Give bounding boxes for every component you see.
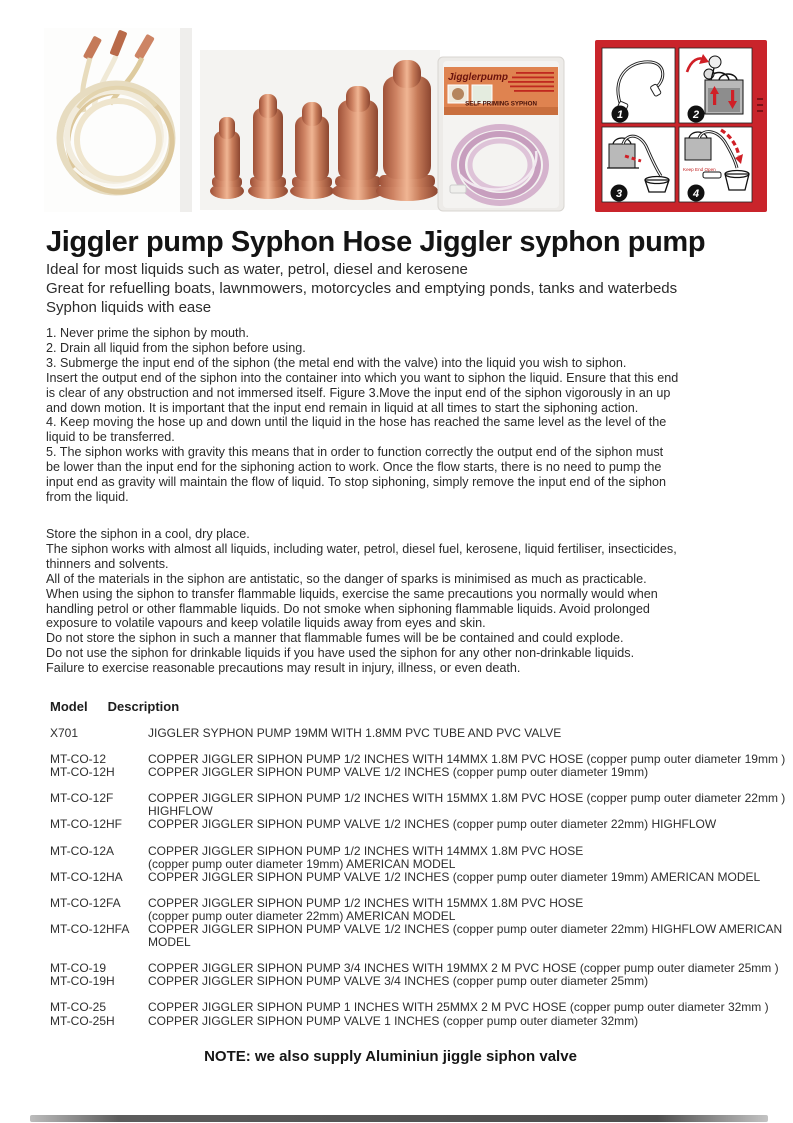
description-cell: COPPER JIGGLER SIPHON PUMP 3/4 INCHES WITH 19MMX 2 M PVC HOSE (copper pump outer diameter 25mm ) [148, 961, 779, 976]
model-cell: MT-CO-12HFA [50, 922, 130, 937]
package-header-card [444, 67, 558, 115]
model-column-header: Model [50, 699, 88, 714]
hose-coil-photo [44, 28, 192, 212]
table-row [50, 922, 783, 950]
model-cell: MT-CO-12 [50, 752, 107, 767]
package-brand-label: Jigglerpump [448, 72, 509, 83]
copper-pumps-illustration [200, 50, 440, 210]
table-row [50, 897, 766, 923]
step-1-number: 1 [616, 109, 624, 121]
diagram-step-4-panel [679, 127, 752, 202]
description-cell: COPPER JIGGLER SIPHON PUMP 1/2 INCHES WITH 15MMX 1.8M PVC HOSE (copper pump outer diameter 22mm ) HIGHFLOW [148, 791, 786, 819]
keep-end-open-caption: Keep End Open [683, 167, 716, 172]
diagram-step-3-panel [602, 127, 675, 202]
table-row [50, 845, 766, 871]
description-cell: COPPER JIGGLER SIPHON PUMP 1/2 INCHES WITH 14MMX 1.8M PVC HOSE (copper pump outer diameter 19mm ) [148, 752, 786, 767]
model-cell: MT-CO-19H [50, 974, 115, 989]
model-cell: MT-CO-12H [50, 765, 115, 780]
description-cell: COPPER JIGGLER SIPHON PUMP VALVE 3/4 INCHES (copper pump outer diameter 25mm) [148, 974, 649, 989]
page-title: Jiggler pump Syphon Hose Jiggler syphon pump [46, 226, 706, 258]
supply-note: NOTE: we also supply Aluminiun jiggle siphon valve [204, 1048, 577, 1065]
description-cell: COPPER JIGGLER SIPHON PUMP 1 INCHES WITH 25MMX 2 M PVC HOSE (copper pump outer diameter 32mm ) [148, 1000, 769, 1015]
table-row [50, 818, 766, 831]
model-cell: MT-CO-12F [50, 791, 114, 806]
table-group [50, 845, 766, 884]
table-row [50, 1015, 766, 1028]
table-row [50, 791, 786, 819]
copper-pumps-photo [200, 50, 440, 210]
model-cell: MT-CO-19 [50, 961, 107, 976]
model-cell: X701 [50, 726, 79, 740]
table-group [50, 1000, 769, 1028]
usage-instructions: 1. Never prime the siphon by mouth. 2. Drain all liquid from the siphon before using. 3. Submerge the input end of the siphon (the metal end with the valve) into the liquid you wish to siphon. Insert the output end of the siphon into the container into which you want to siphon the liquid. Ensure that this end is clear of any obstruction and not immersed itself. Figure 3.Move the input end of the siphon vigorously in an up and down motion. It is important that the input end remain in liquid at all times to start the siphoning action. 4. Keep moving the hose up and down until the liquid in the hose has reached the same level as the level of the liquid to be transferred. 5. The siphon works with gravity this means that in order to function correctly the output end of the siphon must be lower than the input end for the siphoning action to work. Once the flow starts, there is no need to pump the input end as gravity will maintain the flow of liquid. To stop siphoning, simply remove the input end of the siphon from the liquid. [46, 326, 679, 504]
description-cell: COPPER JIGGLER SIPHON PUMP 1/2 INCHES WITH 14MMX 1.8M PVC HOSE (copper pump outer diameter 19mm) AMERICAN MODEL [148, 843, 584, 871]
description-cell: COPPER JIGGLER SIPHON PUMP VALVE 1/2 INCHES (copper pump outer diameter 22mm) HIGHFLOW AMERICAN MODEL [148, 922, 783, 950]
description-cell: JIGGLER SYPHON PUMP 19MM WITH 1.8MM PVC TUBE AND PVC VALVE [148, 726, 562, 740]
step-4-number: 4 [692, 188, 700, 200]
table-group [50, 895, 783, 950]
model-table [50, 726, 786, 1041]
description-cell: COPPER JIGGLER SIPHON PUMP VALVE 1/2 INCHES (copper pump outer diameter 22mm) HIGHFLOW [148, 817, 717, 832]
diagram-step-2-panel [679, 48, 752, 123]
description-cell: COPPER JIGGLER SIPHON PUMP VALVE 1/2 INCHES (copper pump outer diameter 19mm) AMERICAN MODEL [148, 869, 761, 884]
model-cell: MT-CO-12HF [50, 817, 122, 832]
title-block [46, 226, 766, 317]
model-cell: MT-CO-25 [50, 1000, 107, 1015]
diagram-step-1-panel [602, 48, 675, 123]
instruction-diagram [595, 40, 767, 212]
table-row [50, 766, 766, 779]
scan-edge-artifact [30, 1115, 768, 1122]
description-cell: COPPER JIGGLER SIPHON PUMP VALVE 1/2 INCHES (copper pump outer diameter 19mm) [148, 765, 649, 780]
table-group [50, 752, 786, 780]
step-3-number: 3 [615, 188, 623, 200]
package-tagline-label: SELF PRIMING SYPHON [465, 100, 537, 108]
description-cell: COPPER JIGGLER SIPHON PUMP VALVE 1 INCHES (copper pump outer diameter 32mm) [148, 1013, 639, 1028]
instruction-diagram-illustration [595, 40, 767, 212]
model-cell: MT-CO-25H [50, 1013, 115, 1028]
step-2-number: 2 [692, 109, 700, 121]
package-illustration [436, 55, 566, 213]
hose-coil-illustration [44, 28, 192, 212]
model-cell: MT-CO-12FA [50, 895, 121, 910]
table-row [50, 727, 766, 740]
table-group [50, 961, 779, 989]
care-safety-text: Store the siphon in a cool, dry place. The siphon works with almost all liquids, including water, petrol, diesel fuel, kerosene, liquid fertiliser, insecticides, thinners and solvents. All of the materials in the siphon are antistatic, so the danger of sparks is minimised as much as practicable. When using the siphon to transfer flammable liquids, exercise the same precautions you normally would when handling petrol or other flammable liquids. Do not smoke when siphoning flammable liquids. Avoid prolonged exposure to volatile vapours and keep volatile liquids away from eyes and skin. Do not store the siphon in such a manner that flammable fumes will be be contained and could explode. Do not use the siphon for drinkable liquids if you have used the siphon for any other non-drinkable liquids. Failure to exercise reasonable precautions may result in injury, illness, or even death. [46, 527, 677, 676]
model-cell: MT-CO-12A [50, 843, 115, 858]
table-row [50, 1000, 769, 1015]
table-group [50, 791, 786, 832]
description-cell: COPPER JIGGLER SIPHON PUMP 1/2 INCHES WITH 15MMX 1.8M PVC HOSE (copper pump outer diameter 22mm) AMERICAN MODEL [148, 895, 584, 923]
model-table-header [50, 699, 179, 714]
table-row [50, 871, 766, 884]
table-row [50, 975, 766, 988]
packaged-hose-photo [436, 55, 566, 213]
subtitle-lines: Ideal for most liquids such as water, petrol, diesel and kerosene Great for refuelling boats, lawnmowers, motorcycles and emptying ponds, tanks and waterbeds Syphon liquids with ease [46, 261, 678, 316]
model-cell: MT-CO-12HA [50, 869, 123, 884]
table-group [50, 727, 766, 740]
description-column-header: Description [107, 699, 180, 714]
